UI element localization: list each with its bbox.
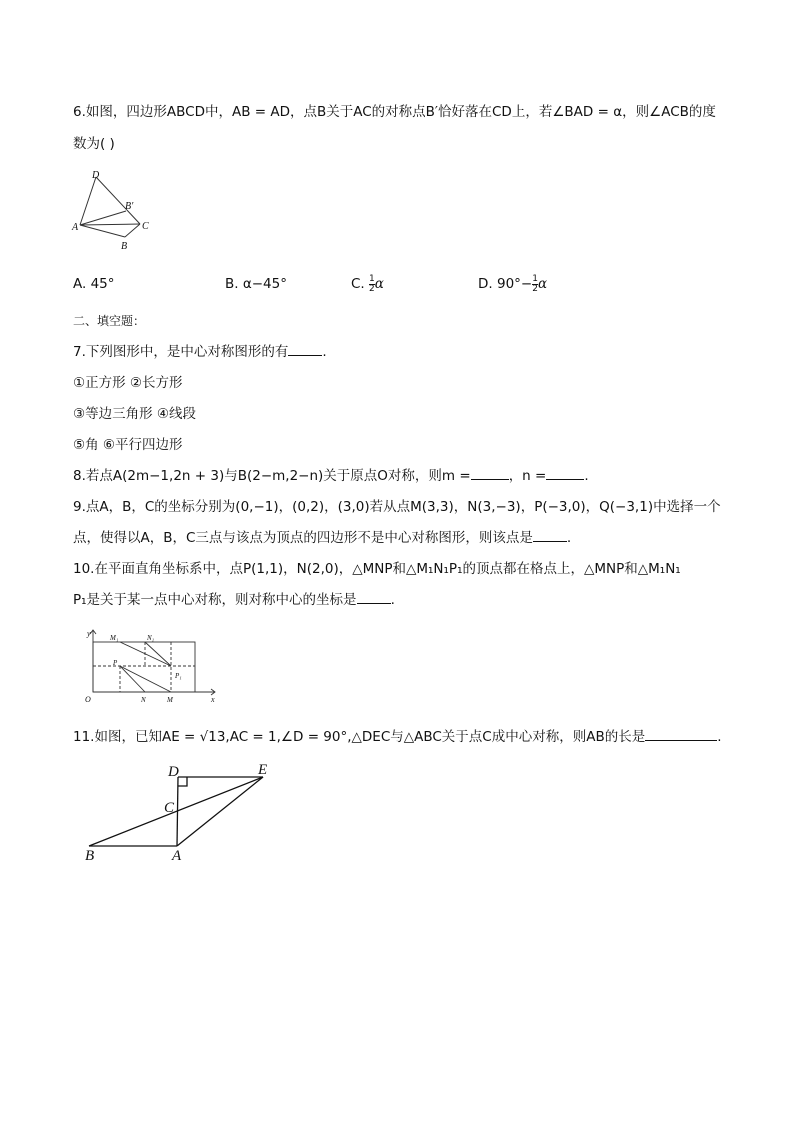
q11-answer-blank bbox=[645, 728, 717, 741]
q8-mid: ，n = bbox=[508, 468, 547, 484]
q11-line bbox=[73, 727, 722, 747]
q10-label-p: P bbox=[113, 659, 118, 667]
q6-option-b: B. α−45° bbox=[225, 276, 287, 292]
q6-label-b: B bbox=[121, 241, 128, 252]
q7-item-row-3: ⑤角 ⑥平行四边形 bbox=[73, 437, 183, 453]
q11-text: 11.如图，已知AE = √13,AC = 1,∠D = 90°,△DEC与△ABC关于点C成中心对称，则AB的长是 bbox=[73, 729, 646, 745]
q8-answer-blank-n bbox=[546, 467, 584, 480]
q10-label-m: M bbox=[167, 696, 173, 704]
q8-text: 8.若点A(2m−1,2n + 3)与B(2−m,2−n)关于原点O对称，则m = bbox=[73, 468, 471, 484]
q11-label-b: B bbox=[85, 848, 95, 864]
q11-label-c: C bbox=[164, 800, 175, 816]
q6-option-d-prefix: D. 90°− bbox=[478, 276, 533, 292]
q7-stem-text: 7.下列图形中，是中心对称图形的有 bbox=[73, 344, 289, 360]
q9-line1: 9.点A，B，C的坐标分别为(0,−1)，(0,2)，(3,0)若从点M(3,3)，N(3,−3)，P(−3,0)，Q(−3,1)中选择一个 bbox=[73, 499, 721, 515]
q10-label-y: y bbox=[87, 629, 91, 638]
q6-option-c bbox=[351, 274, 384, 294]
q10-grid-figure bbox=[78, 626, 228, 706]
q9-answer-blank bbox=[533, 529, 567, 542]
q11-label-a: A bbox=[172, 848, 182, 864]
q6-option-c-var: α bbox=[374, 276, 384, 292]
q9-line2-text: 点，使得以A，B，C三点与该点为顶点的四边形不是中心对称图形，则该点是 bbox=[73, 530, 533, 546]
q9-end: . bbox=[566, 530, 572, 546]
q10-line2 bbox=[73, 590, 395, 610]
q6-option-d-numerator: 1 bbox=[532, 273, 538, 284]
q11-end: . bbox=[717, 729, 722, 745]
q10-label-n1: N₁ bbox=[147, 634, 155, 642]
q6-label-a: A bbox=[72, 222, 79, 233]
q6-label-c: C bbox=[142, 221, 149, 232]
q10-label-n: N bbox=[141, 696, 146, 704]
q6-label-b-prime: B′ bbox=[125, 201, 134, 212]
q10-end: . bbox=[390, 592, 395, 608]
q10-answer-blank bbox=[357, 591, 391, 604]
q6-line1: 6.如图，四边形ABCD中，AB = AD，点B关于AC的对称点B′恰好落在CD上，若∠BAD = α，则∠ACB的度 bbox=[73, 104, 716, 120]
q11-label-e: E bbox=[258, 762, 268, 778]
q6-option-d bbox=[478, 274, 547, 294]
q8-line bbox=[73, 466, 589, 486]
q6-line2: 数为( ) bbox=[73, 136, 115, 152]
q6-option-d-var: α bbox=[537, 276, 548, 292]
q10-label-m1: M₁ bbox=[110, 634, 119, 642]
q10-label-p1: P₁ bbox=[175, 672, 182, 680]
q6-label-d: D bbox=[92, 170, 100, 181]
q7-end: . bbox=[322, 344, 327, 360]
q6-option-d-denominator: 2 bbox=[532, 283, 538, 294]
q6-option-a: A. 45° bbox=[73, 276, 115, 292]
q6-option-c-denominator: 2 bbox=[369, 283, 375, 294]
q8-answer-blank-m bbox=[471, 467, 509, 480]
q10-line2-text: P₁是关于某一点中心对称，则对称中心的坐标是 bbox=[73, 592, 357, 608]
q7-item-row-2: ③等边三角形 ④线段 bbox=[73, 406, 196, 422]
q10-label-x: x bbox=[211, 695, 215, 704]
q11-figure bbox=[80, 758, 295, 868]
q8-end: . bbox=[584, 468, 589, 484]
q7-stem bbox=[73, 342, 327, 362]
q9-line2 bbox=[73, 528, 571, 548]
q11-label-d: D bbox=[168, 764, 179, 780]
q10-line1: 10.在平面直角坐标系中，点P(1,1)，N(2,0)，△MNP和△M₁N₁P₁的顶点都在格点上，△MNP和△M₁N₁ bbox=[73, 561, 681, 577]
q7-answer-blank bbox=[288, 343, 322, 356]
section-heading: 二、填空题： bbox=[73, 314, 146, 328]
q10-label-o: O bbox=[85, 695, 91, 704]
q6-option-c-prefix: C. bbox=[351, 276, 370, 292]
q6-figure bbox=[70, 170, 160, 260]
q6-option-c-numerator: 1 bbox=[369, 273, 375, 284]
q7-item-row-1: ①正方形 ②长方形 bbox=[73, 375, 183, 391]
